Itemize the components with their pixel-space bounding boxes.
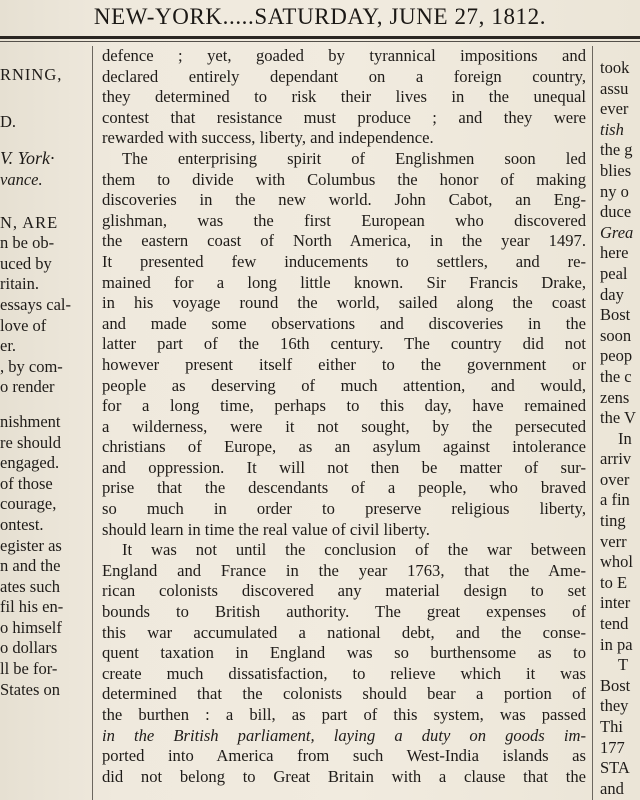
article-line: should learn in time the real value of civil liberty. (102, 519, 430, 539)
right-line: inter (600, 593, 631, 613)
right-line: peop (600, 346, 633, 366)
right-column (600, 46, 640, 800)
left-line: egister as (0, 535, 62, 555)
right-line: Bost (600, 675, 631, 695)
left-line: n and the (0, 556, 61, 576)
masthead-rule (0, 36, 640, 39)
left-line: ontest. (0, 514, 44, 534)
article-line: did not belong to Great Britain with a clause that the (102, 766, 586, 786)
article-line: however present itself either to the government or (102, 354, 586, 374)
left-line: RNING, (0, 65, 63, 84)
left-line: o himself (0, 617, 62, 637)
article-line: quent taxation in England was so burthensome as to (102, 643, 586, 663)
article-line: ported into America from such West-India islands as (102, 746, 586, 766)
article-line: christians of Europe, as an asylum against intolerance (102, 437, 586, 457)
right-line: assu (600, 78, 629, 98)
right-line: blies (600, 160, 632, 180)
article-line: in his voyage round the world, sailed along the coast (102, 293, 586, 313)
left-line: vance. (0, 170, 43, 189)
right-line: soon (600, 325, 632, 345)
left-line: D. (0, 112, 17, 131)
article-line: glishman, was the first European who discovered (102, 210, 586, 230)
left-line: ritain. (0, 274, 39, 294)
article-paragraph (102, 540, 586, 787)
right-line: here (600, 243, 629, 263)
left-line: fil his en- (0, 597, 64, 617)
right-line: 177 (600, 737, 625, 757)
right-line: ever (600, 99, 629, 119)
article-line: a wilderness, were it not sought, by the persecuted (102, 416, 586, 436)
left-line: engaged. (0, 453, 60, 473)
column-divider-right (592, 46, 593, 800)
article-line: latter part of the 16th century. The country did not (102, 334, 586, 354)
left-line: courage, (0, 494, 57, 514)
article-line: It was not until the conclusion of the war between (122, 540, 586, 560)
article-line: bounds to British authority. The great expenses of (102, 602, 586, 622)
article-line: mained for a long little known. Sir Francis Drake, (102, 272, 586, 292)
article-column (102, 46, 586, 800)
article-line: It presented few inducements to settlers, and re- (102, 251, 586, 271)
article-line: they determined to risk their lives in the unequal (102, 87, 586, 107)
article-line: so much in order to preserve religious liberty, (102, 499, 586, 519)
article-line: rewarded with success, liberty, and independence. (102, 128, 434, 148)
right-line: verr (600, 531, 627, 551)
article-line: this war accumulated a national debt, and the conse- (102, 622, 586, 642)
left-line: V. York· (0, 148, 55, 168)
left-line: States on (0, 679, 61, 699)
left-line: er. (0, 336, 17, 356)
right-line: took (600, 58, 630, 77)
article-line: England and France in the year 1763, that the Ame- (102, 560, 586, 580)
column-divider-left (92, 46, 93, 800)
article-line: people as deserving of much attention, and would, (102, 375, 586, 395)
article-line: them to divide with Columbus the honor of making (102, 169, 586, 189)
right-line: ting (600, 511, 626, 531)
left-line: essays cal- (0, 294, 72, 314)
article-line: The enterprising spirit of Englishmen soon led (122, 148, 586, 168)
right-line: the c (600, 366, 632, 386)
article-line: declared entirely dependant on a foreign country, (102, 66, 586, 86)
left-line: uced by (0, 253, 52, 273)
left-line: nishment (0, 411, 61, 431)
right-line: tend (600, 614, 629, 634)
left-line: ll be for- (0, 659, 58, 679)
right-line: to E (600, 572, 628, 592)
article-line: the eastern coast of North America, in the year 1497. (102, 231, 586, 251)
left-line: of those (0, 473, 53, 493)
right-line: duce (600, 202, 632, 222)
article-line: and made some observations and discoveries in the (102, 313, 586, 333)
article-line: create much dissatisfaction, to relieve which it was (102, 663, 586, 683)
article-line: determined that the colonists should bear a portion of (102, 684, 586, 704)
left-line: ates such (0, 576, 61, 596)
left-column (0, 46, 86, 800)
article-paragraph (102, 149, 586, 540)
right-line: and (600, 778, 624, 798)
article-paragraph (102, 46, 586, 149)
article-line: rican colonists discovered any material design to set (102, 581, 586, 601)
right-line: Grea (600, 222, 634, 242)
right-line: in pa (600, 634, 633, 654)
article-line: for a long time, perhaps to this day, have remained (102, 396, 586, 416)
right-line: whol (600, 552, 633, 572)
right-line: arriv (600, 449, 632, 469)
left-line: love of (0, 315, 47, 335)
left-line: o render (0, 377, 55, 397)
right-line: ny o (600, 181, 629, 201)
right-line: peal (600, 263, 628, 283)
left-line: N, ARE (0, 212, 59, 232)
right-line: a fin (600, 490, 630, 510)
right-line: STA (600, 758, 630, 778)
right-line: over (600, 469, 630, 489)
right-line: the V (600, 408, 636, 428)
article-line: in the British parliament, laying a duty on goods im- (102, 725, 586, 745)
right-line: the g (600, 140, 633, 160)
left-line: n be ob- (0, 233, 55, 253)
right-line: Thi (600, 717, 623, 736)
right-line: day (600, 284, 624, 304)
right-line: tish (600, 119, 624, 139)
article-line: defence ; yet, goaded by tyrannical impositions and (102, 46, 586, 65)
left-line: re should (0, 432, 61, 452)
right-line: zens (600, 387, 630, 407)
left-line: o dollars (0, 638, 58, 658)
right-line: they (600, 696, 629, 716)
right-line: T (618, 655, 629, 675)
left-line: , by com- (0, 356, 63, 376)
article-line: the burthen : a bill, as part of this system, was passed (102, 705, 586, 724)
article-line: contest that resistance must produce ; and they were (102, 107, 586, 127)
article-line: and oppression. It will not then be matter of sur- (102, 457, 586, 477)
masthead: NEW-YORK.....SATURDAY, JUNE 27, 1812. (93, 4, 547, 29)
article-line: prise that the descendants of a people, who braved (102, 478, 586, 498)
masthead-rule-thin (0, 41, 640, 42)
article-line: discoveries in the new world. John Cabot, an Eng- (102, 190, 586, 210)
right-line: Bost (600, 305, 631, 325)
right-line: In (618, 428, 632, 448)
